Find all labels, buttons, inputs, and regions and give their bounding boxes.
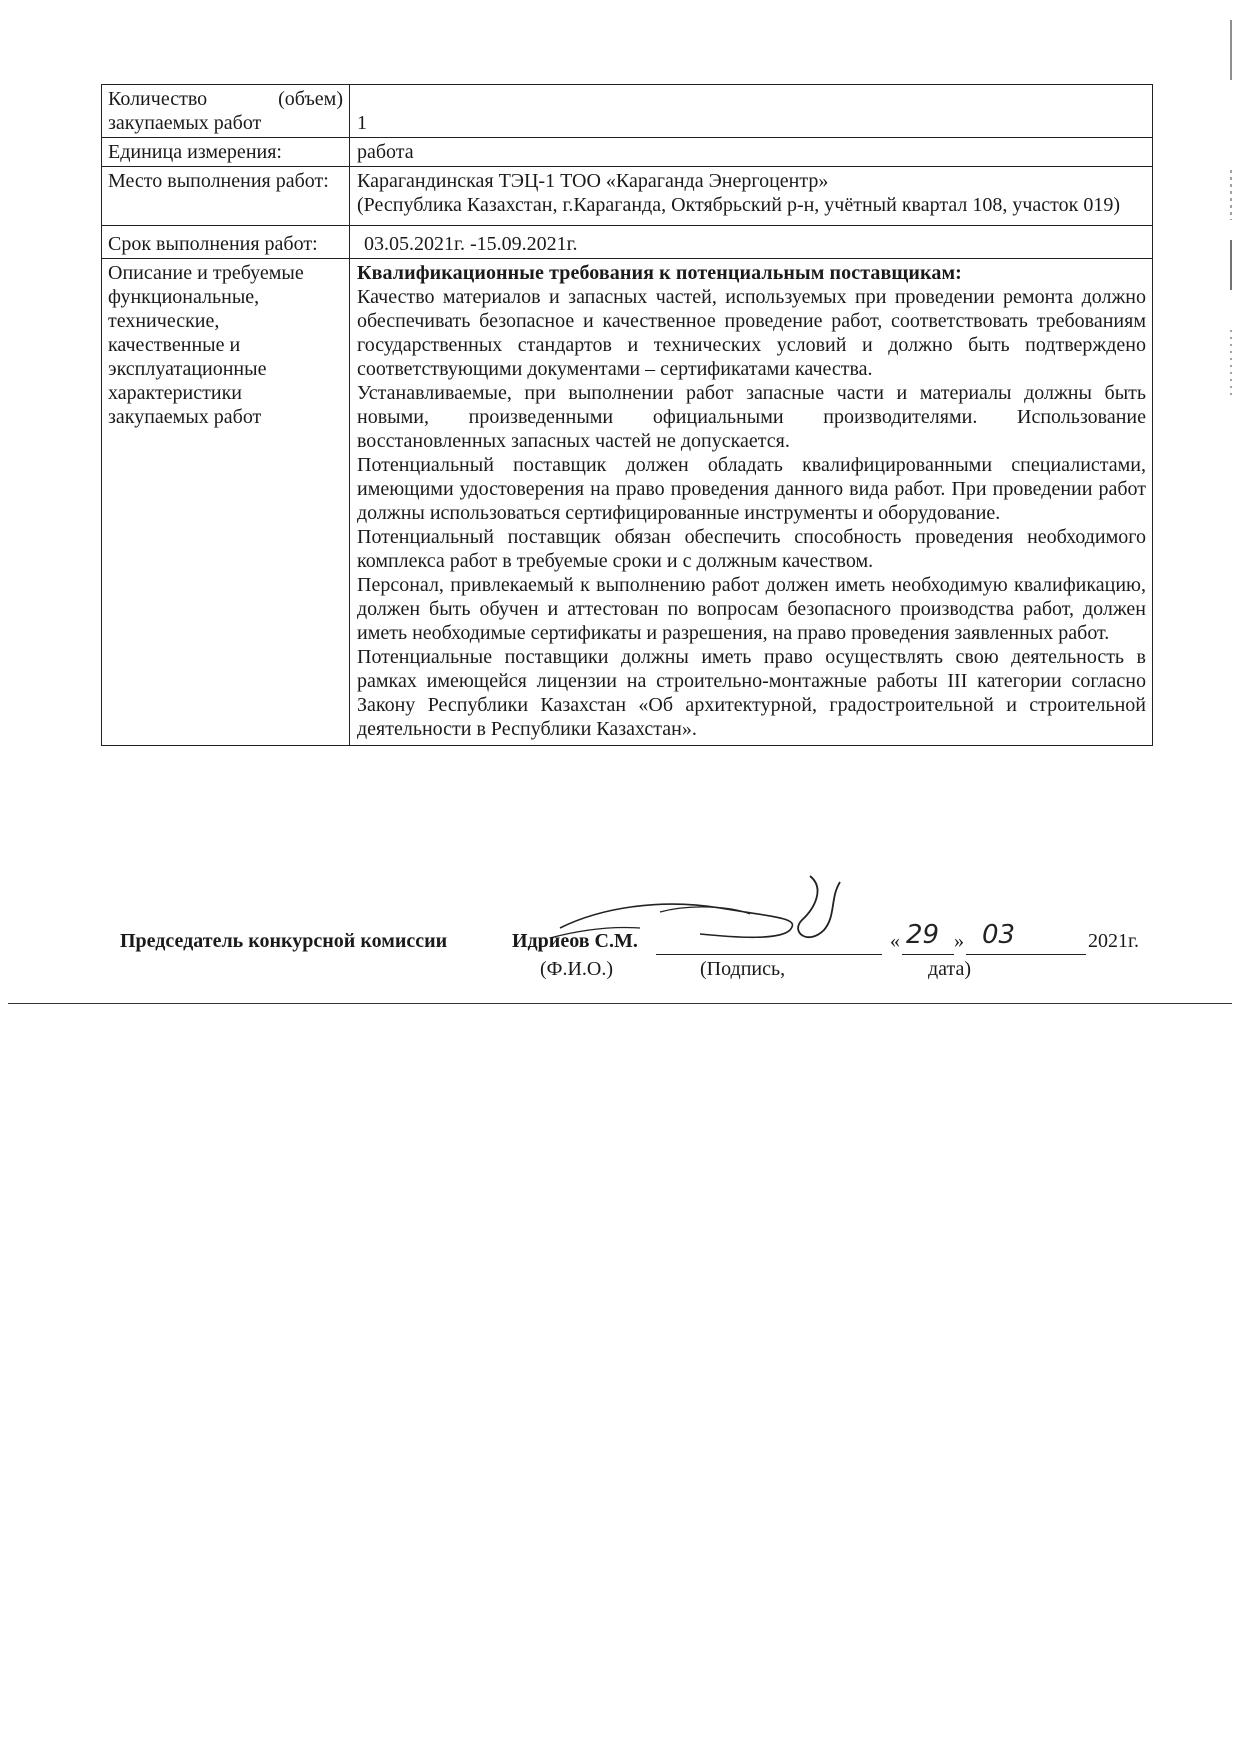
requirements-paragraph: Персонал, привлекаемый к выполнению работ должен иметь необходимую квалификацию, должен быть обучен и аттестован по вопросам безопасного производства работ, должен иметь необходимые сертификаты и разрешения, на право проведения заявленных работ.: [357, 574, 1146, 644]
requirements-paragraph: Устанавливаемые, при выполнении работ запасные части и материалы должны быть новыми, произведенными официальными производителями. Использование восстановленных запасных частей не допускается.: [357, 382, 1146, 452]
row-label-description: Описание и требуемые функциональные, технические, качественные и эксплуатационные характеристики закупаемых работ: [102, 259, 350, 746]
signer-role: Председатель конкурсной комиссии: [120, 930, 448, 952]
table-row: [102, 226, 1153, 259]
requirements-paragraph: Качество материалов и запасных частей, используемых при проведении ремонта должно обеспечивать безопасное и качественное проведение работ, соответствовать требованиям государственных стандартов и технических условий и должно быть подтверждено соответствующими документами – сертификатами качества.: [357, 286, 1146, 380]
date-month: 03: [982, 920, 1016, 950]
row-label-quantity: Количество (объем) закупаемых работ: [102, 85, 350, 138]
row-value-unit: работа: [350, 138, 1153, 167]
row-value-period: 03.05.2021г. -15.09.2021г.: [350, 226, 1153, 259]
row-value-requirements: [350, 259, 1153, 746]
caption-signature: (Подпись,: [700, 958, 786, 980]
date-day: 29: [906, 920, 940, 950]
procurement-spec-table: [101, 84, 1153, 746]
location-line-2: (Республика Казахстан, г.Караганда, Октябрьский р-н, учётный квартал 108, участок 019): [357, 194, 1121, 216]
requirements-paragraph: Потенциальный поставщик должен обладать квалифицированными специалистами, имеющими удостоверения на право проведения данного вида работ. При проведении работ должны использоваться сертифицированные инструменты и оборудование.: [357, 454, 1146, 524]
row-label-location: Место выполнения работ:: [102, 167, 350, 226]
row-value-quantity: 1: [350, 85, 1153, 138]
caption-date: дата): [928, 958, 972, 980]
date-quote-open: «: [890, 930, 900, 952]
page-divider: [8, 1003, 1232, 1004]
table-row: [102, 259, 1153, 746]
row-value-location: [350, 167, 1153, 226]
caption-fio: (Ф.И.О.): [540, 958, 614, 980]
requirements-paragraph: Потенциальные поставщики должны иметь право осуществлять свою деятельность в рамках имеющейся лицензии на строительно-монтажные работы III категории согласно Закону Республики Казахстан «Об архитектурной, градостроительной и строительной деятельности в Республики Казахстан».: [357, 646, 1146, 740]
row-label-period: Срок выполнения работ:: [102, 226, 350, 259]
location-line-1: Карагандинская ТЭЦ-1 ТОО «Караганда Энергоцентр»: [357, 170, 829, 192]
requirements-paragraph: Потенциальный поставщик обязан обеспечить способность проведения необходимого комплекса работ в требуемые сроки и с должным качеством.: [357, 526, 1146, 572]
signature-block: [120, 920, 1150, 996]
date-year: 2021г.: [1088, 930, 1139, 952]
date-quote-close: »: [954, 930, 964, 952]
row-label-unit: Единица измерения:: [102, 138, 350, 167]
month-line: [966, 954, 1086, 955]
table-row: [102, 138, 1153, 167]
requirements-title: Квалификационные требования к потенциальным поставщикам:: [357, 262, 962, 284]
signer-name: Идриеов С.М.: [512, 930, 638, 952]
signature-line: [656, 954, 882, 955]
table-row: [102, 85, 1153, 138]
table-row: [102, 167, 1153, 226]
scan-edge-marks: [1228, 20, 1234, 400]
day-line: [902, 954, 954, 955]
